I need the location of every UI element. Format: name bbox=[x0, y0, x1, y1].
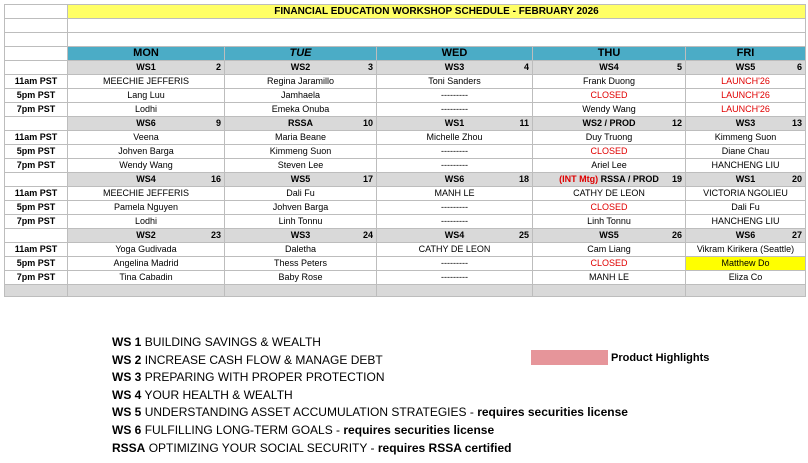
schedule-cell-mon: Pamela Nguyen bbox=[68, 201, 225, 215]
workshop-header-mon bbox=[68, 173, 225, 187]
product-highlights-label: Product Highlights bbox=[611, 352, 710, 364]
legend-code: WS 5 bbox=[112, 405, 142, 420]
schedule-cell-tue: Linh Tonnu bbox=[225, 215, 377, 229]
schedule-cell-thu: MANH LE bbox=[533, 271, 686, 285]
date-number: 24 bbox=[362, 230, 373, 240]
schedule-cell-wed: Michelle Zhou bbox=[377, 131, 533, 145]
schedule-cell-wed: --------- bbox=[377, 89, 533, 103]
legend-description: UNDERSTANDING ASSET ACCUMULATION STRATEGIES - bbox=[144, 405, 478, 420]
workshop-header-mon bbox=[68, 229, 225, 243]
legend-description: INCREASE CASH FLOW & MANAGE DEBT bbox=[144, 352, 383, 367]
workshop-header-tue bbox=[225, 117, 377, 131]
day-header-row bbox=[5, 47, 806, 61]
time-slot-row bbox=[5, 145, 806, 159]
schedule-cell-fri: LAUNCH'26 bbox=[686, 75, 806, 89]
schedule-cell-wed: --------- bbox=[377, 257, 533, 271]
footer-gap-row bbox=[5, 285, 806, 297]
legend-item bbox=[112, 334, 628, 352]
schedule-cell-tue: Thess Peters bbox=[225, 257, 377, 271]
time-label: 5pm PST bbox=[5, 145, 68, 159]
legend-code: WS 3 bbox=[112, 370, 142, 385]
time-slot-row bbox=[5, 103, 806, 117]
time-slot-row bbox=[5, 243, 806, 257]
schedule-cell-tue: Kimmeng Suon bbox=[225, 145, 377, 159]
workshop-code: WS3 bbox=[735, 118, 756, 128]
workshop-code: WS1 bbox=[735, 174, 756, 184]
schedule-cell-thu: Cam Liang bbox=[533, 243, 686, 257]
workshop-code: WS4 bbox=[444, 230, 465, 240]
workshop-code: WS4 bbox=[136, 174, 156, 184]
page-title: FINANCIAL EDUCATION WORKSHOP SCHEDULE - FEBRUARY 2026 bbox=[68, 5, 806, 19]
date-number: 2 bbox=[215, 62, 221, 72]
legend-item bbox=[112, 404, 628, 422]
schedule-cell-mon: Angelina Madrid bbox=[68, 257, 225, 271]
schedule-cell-thu: CLOSED bbox=[533, 145, 686, 159]
legend-code: RSSA bbox=[112, 440, 146, 455]
time-label: 11am PST bbox=[5, 243, 68, 257]
schedule-cell-fri: Matthew Do bbox=[686, 257, 806, 271]
legend-requirement: requires securities license bbox=[343, 422, 495, 437]
schedule-cell-fri: HANCHENG LIU bbox=[686, 159, 806, 173]
time-label: 5pm PST bbox=[5, 89, 68, 103]
workshop-header-fri bbox=[686, 229, 806, 243]
workshop-code: WS1 bbox=[136, 62, 156, 72]
workshop-header-wed bbox=[377, 229, 533, 243]
schedule-cell-tue: Maria Beane bbox=[225, 131, 377, 145]
date-number: 5 bbox=[676, 62, 682, 72]
schedule-cell-fri: Kimmeng Suon bbox=[686, 131, 806, 145]
schedule-cell-tue: Regina Jaramillo bbox=[225, 75, 377, 89]
legend-description: OPTIMIZING YOUR SOCIAL SECURITY - bbox=[148, 440, 378, 455]
date-number: 23 bbox=[210, 230, 221, 240]
date-number: 3 bbox=[367, 62, 373, 72]
schedule-cell-mon: Lodhi bbox=[68, 215, 225, 229]
workshop-code: WS6 bbox=[444, 174, 465, 184]
date-number: 4 bbox=[523, 62, 529, 72]
time-slot-row bbox=[5, 215, 806, 229]
schedule-cell-fri: LAUNCH'26 bbox=[686, 103, 806, 117]
time-slot-row bbox=[5, 89, 806, 103]
date-number: 20 bbox=[791, 174, 802, 184]
workshop-code: WS2 bbox=[290, 62, 311, 72]
schedule-cell-mon: MEECHIE JEFFERIS bbox=[68, 75, 225, 89]
int-meeting-note: (INT Mtg) bbox=[559, 174, 599, 184]
legend-item bbox=[112, 369, 628, 387]
workshop-code: WS4 bbox=[599, 62, 619, 72]
schedule-table bbox=[4, 4, 806, 297]
schedule-cell-mon: MEECHIE JEFFERIS bbox=[68, 187, 225, 201]
time-label: 7pm PST bbox=[5, 103, 68, 117]
time-slot-row bbox=[5, 201, 806, 215]
schedule-cell-fri: Dali Fu bbox=[686, 201, 806, 215]
schedule-cell-wed: --------- bbox=[377, 271, 533, 285]
time-slot-row bbox=[5, 271, 806, 285]
workshop-code: WS6 bbox=[136, 118, 156, 128]
date-number: 25 bbox=[518, 230, 529, 240]
workshop-header-fri bbox=[686, 117, 806, 131]
time-slot-row bbox=[5, 131, 806, 145]
schedule-cell-thu: Wendy Wang bbox=[533, 103, 686, 117]
time-slot-row bbox=[5, 75, 806, 89]
date-number: 26 bbox=[671, 230, 682, 240]
schedule-cell-tue: Emeka Onuba bbox=[225, 103, 377, 117]
workshop-code: WS3 bbox=[444, 62, 465, 72]
schedule-cell-mon: Tina Cabadin bbox=[68, 271, 225, 285]
workshop-code: WS5 bbox=[290, 174, 311, 184]
time-label: 11am PST bbox=[5, 131, 68, 145]
schedule-cell-wed: MANH LE bbox=[377, 187, 533, 201]
spacer-row bbox=[5, 19, 806, 33]
time-label: 7pm PST bbox=[5, 215, 68, 229]
schedule-cell-tue: Jamhaela bbox=[225, 89, 377, 103]
workshop-header-thu bbox=[533, 117, 686, 131]
schedule-cell-tue: Johven Barga bbox=[225, 201, 377, 215]
schedule-cell-thu: Ariel Lee bbox=[533, 159, 686, 173]
workshop-header-thu bbox=[533, 229, 686, 243]
product-highlights-swatch bbox=[531, 350, 608, 365]
schedule-cell-mon: Lang Luu bbox=[68, 89, 225, 103]
time-slot-row bbox=[5, 257, 806, 271]
time-label: 11am PST bbox=[5, 75, 68, 89]
date-number: 13 bbox=[791, 118, 802, 128]
schedule-cell-fri: Vikram Kirikera (Seattle) bbox=[686, 243, 806, 257]
schedule-cell-wed: --------- bbox=[377, 145, 533, 159]
legend-requirement: requires RSSA certified bbox=[377, 440, 512, 455]
legend-requirement: requires securities license bbox=[477, 405, 628, 420]
schedule-cell-thu: CATHY DE LEON bbox=[533, 187, 686, 201]
date-number: 6 bbox=[796, 62, 802, 72]
schedule-cell-mon: Wendy Wang bbox=[68, 159, 225, 173]
date-number: 10 bbox=[362, 118, 373, 128]
week-header-row bbox=[5, 61, 806, 75]
workshop-code: WS2 / PROD bbox=[582, 118, 636, 128]
workshop-code: WS2 bbox=[136, 230, 156, 240]
schedule-cell-thu: Linh Tonnu bbox=[533, 215, 686, 229]
workshop-header-mon bbox=[68, 117, 225, 131]
schedule-cell-thu: CLOSED bbox=[533, 257, 686, 271]
date-number: 27 bbox=[791, 230, 802, 240]
workshop-header-wed bbox=[377, 173, 533, 187]
schedule-cell-tue: Steven Lee bbox=[225, 159, 377, 173]
workshop-code: WS5 bbox=[599, 230, 619, 240]
week-header-row bbox=[5, 173, 806, 187]
title-row bbox=[5, 5, 806, 19]
workshop-header-tue bbox=[225, 229, 377, 243]
workshop-header-tue bbox=[225, 173, 377, 187]
time-label: 7pm PST bbox=[5, 159, 68, 173]
workshop-code: RSSA / PROD bbox=[600, 174, 659, 184]
day-header-tue: TUE bbox=[225, 47, 377, 61]
workshop-code: WS6 bbox=[735, 230, 756, 240]
day-header-wed: WED bbox=[377, 47, 533, 61]
schedule-cell-wed: --------- bbox=[377, 215, 533, 229]
workshop-header-mon bbox=[68, 61, 225, 75]
day-header-mon: MON bbox=[68, 47, 225, 61]
time-slot-row bbox=[5, 187, 806, 201]
schedule-cell-wed: CATHY DE LEON bbox=[377, 243, 533, 257]
day-header-thu: THU bbox=[533, 47, 686, 61]
schedule-cell-fri: Eliza Co bbox=[686, 271, 806, 285]
schedule-cell-mon: Johven Barga bbox=[68, 145, 225, 159]
workshop-header-thu bbox=[533, 61, 686, 75]
time-label: 5pm PST bbox=[5, 201, 68, 215]
legend-item bbox=[112, 440, 628, 458]
schedule-cell-thu: Duy Truong bbox=[533, 131, 686, 145]
schedule-cell-thu: CLOSED bbox=[533, 89, 686, 103]
legend-item bbox=[112, 387, 628, 405]
date-number: 18 bbox=[518, 174, 529, 184]
schedule-cell-wed: Toni Sanders bbox=[377, 75, 533, 89]
schedule-cell-wed: --------- bbox=[377, 103, 533, 117]
legend-code: WS 1 bbox=[112, 335, 142, 349]
date-number: 11 bbox=[519, 118, 529, 128]
workshop-code: RSSA bbox=[287, 118, 313, 128]
schedule-cell-fri: HANCHENG LIU bbox=[686, 215, 806, 229]
workshop-header-wed bbox=[377, 117, 533, 131]
date-number: 19 bbox=[671, 174, 682, 184]
schedule-cell-mon: Veena bbox=[68, 131, 225, 145]
legend-description: YOUR HEALTH & WEALTH bbox=[144, 387, 293, 402]
workshop-header-tue bbox=[225, 61, 377, 75]
schedule-cell-tue: Baby Rose bbox=[225, 271, 377, 285]
schedule-cell-fri: Diane Chau bbox=[686, 145, 806, 159]
time-label: 7pm PST bbox=[5, 271, 68, 285]
spacer-row bbox=[5, 33, 806, 47]
legend-code: WS 2 bbox=[112, 352, 142, 367]
legend-code: WS 4 bbox=[112, 387, 142, 402]
workshop-header-fri bbox=[686, 173, 806, 187]
time-label: 5pm PST bbox=[5, 257, 68, 271]
schedule-cell-wed: --------- bbox=[377, 201, 533, 215]
workshop-header-wed bbox=[377, 61, 533, 75]
workshop-header-thu bbox=[533, 173, 686, 187]
time-slot-row bbox=[5, 159, 806, 173]
date-number: 12 bbox=[671, 118, 682, 128]
schedule-cell-tue: Dali Fu bbox=[225, 187, 377, 201]
schedule-cell-mon: Yoga Gudivada bbox=[68, 243, 225, 257]
legend-description: FULFILLING LONG-TERM GOALS - bbox=[144, 422, 344, 437]
schedule-cell-wed: --------- bbox=[377, 159, 533, 173]
legend-code: WS 6 bbox=[112, 422, 142, 437]
legend-item bbox=[112, 422, 628, 440]
date-number: 9 bbox=[215, 118, 221, 128]
schedule-cell-tue: Daletha bbox=[225, 243, 377, 257]
date-number: 17 bbox=[362, 174, 373, 184]
workshop-code: WS5 bbox=[735, 62, 756, 72]
schedule-cell-fri: LAUNCH'26 bbox=[686, 89, 806, 103]
time-label: 11am PST bbox=[5, 187, 68, 201]
schedule-cell-fri: VICTORIA NGOLIEU bbox=[686, 187, 806, 201]
schedule-cell-mon: Lodhi bbox=[68, 103, 225, 117]
schedule-cell-thu: Frank Duong bbox=[533, 75, 686, 89]
day-header-fri: FRI bbox=[686, 47, 806, 61]
week-header-row bbox=[5, 117, 806, 131]
date-number: 16 bbox=[210, 174, 221, 184]
legend-description: BUILDING SAVINGS & WEALTH bbox=[144, 335, 321, 349]
schedule-cell-thu: CLOSED bbox=[533, 201, 686, 215]
workshop-code: WS3 bbox=[290, 230, 311, 240]
workshop-code: WS1 bbox=[444, 118, 465, 128]
legend-description: PREPARING WITH PROPER PROTECTION bbox=[144, 370, 385, 385]
week-header-row bbox=[5, 229, 806, 243]
workshop-header-fri bbox=[686, 61, 806, 75]
schedule-grid bbox=[4, 4, 806, 297]
